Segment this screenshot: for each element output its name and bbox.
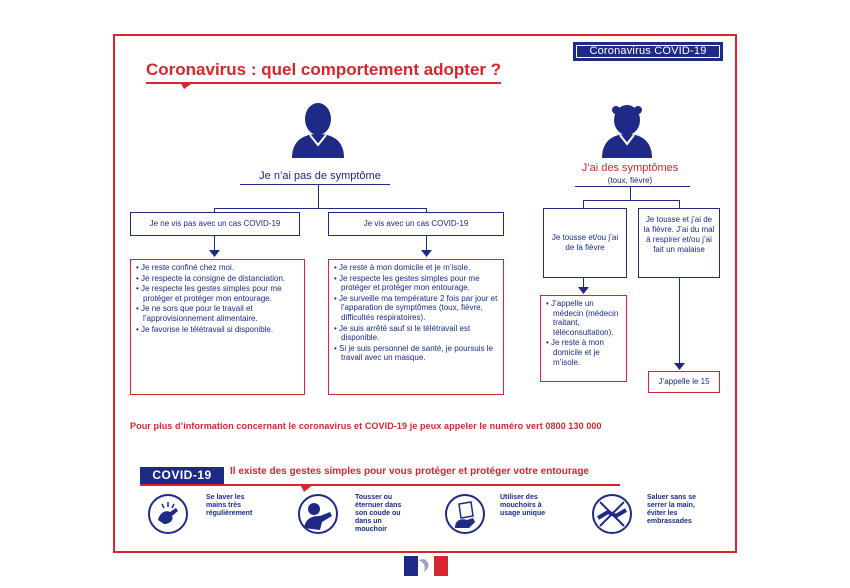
hotline-info: Pour plus d’information concernant le coronavirus et COVID-19 je peux appeler le numéro vert 0800 130 000 <box>130 421 602 431</box>
advice-box-cough-fever <box>540 295 627 382</box>
covid-tag: Coronavirus COVID-19 <box>573 42 723 61</box>
connector <box>240 184 390 185</box>
geste-text: Saluer sans se serrer la main, éviter les embrassades <box>647 494 697 526</box>
arrow-down-icon <box>421 250 432 258</box>
no-handshake-icon <box>592 494 632 534</box>
gestes-underline <box>140 484 620 486</box>
gestes-title: Il existe des gestes simples pour vous protéger et protéger votre entourage <box>230 466 589 477</box>
hand-washing-icon <box>148 494 188 534</box>
arrow-down-icon <box>674 363 685 371</box>
connector <box>679 278 680 366</box>
geste-text: Tousser ou éternuer dans son coude ou dans un mouchoir <box>355 494 402 534</box>
advice-item: • Je suis arrêté sauf si le télétravail est disponible. <box>334 324 498 343</box>
advice-box-no-cohabitant <box>130 259 305 395</box>
advice-item: • Je respecte les gestes simples pour me protéger et protéger mon entourage. <box>334 274 498 293</box>
branch-no-cohabitant: Je ne vis pas avec un cas COVID-19 <box>130 212 300 236</box>
speech-tail-icon <box>300 484 316 493</box>
advice-item: • Je surveille ma température 2 fois par jour et l’apparation de symptômes (toux, fièvre, difficultés respiratoires). <box>334 294 498 323</box>
no-symptom-heading: Je n’ai pas de symptôme <box>259 170 381 182</box>
advice-item: • Je reste à mon domicile et je m’isole. <box>334 263 498 273</box>
symptoms-heading: J’ai des symptômes <box>581 162 679 174</box>
advice-item: • Je favorise le télétravail si disponible. <box>136 325 299 335</box>
advice-item: • Je reste confiné chez moi. <box>136 263 299 273</box>
page-title: Coronavirus : quel comportement adopter ? <box>146 60 502 79</box>
geste-text: Se laver les mains très régulièrement <box>206 494 253 518</box>
branch-severe-symptoms: Je tousse et j’ai de la fièvre. J’ai du mal à respirer et/ou j’ai fait un malaise <box>638 208 720 278</box>
connector <box>583 200 680 201</box>
speech-tail-icon <box>180 80 200 90</box>
advice-item: • J’appelle un médecin (médecin traitant, téléconsultation). <box>546 299 621 337</box>
branch-with-cohabitant: Je vis avec un cas COVID-19 <box>328 212 504 236</box>
connector <box>575 186 690 187</box>
connector <box>583 200 584 208</box>
call-15-box: J’appelle le 15 <box>648 371 720 393</box>
person-symptoms-icon <box>598 100 656 158</box>
sneeze-elbow-icon <box>298 494 338 534</box>
advice-item: • Je ne sors que pour le travail et l’approvisionnement alimentaire. <box>136 304 299 323</box>
advice-item: • Je respecte les gestes simples pour me protéger et protéger mon entourage. <box>136 284 299 303</box>
connector <box>318 185 319 208</box>
advice-item: • Je reste à mon domicile et je m’isole. <box>546 338 621 367</box>
arrow-down-icon <box>209 250 220 258</box>
advice-item: • Je respecte la consigne de distanciation. <box>136 274 299 284</box>
connector <box>679 200 680 208</box>
symptoms-subheading: (toux, fièvre) <box>607 176 653 185</box>
geste-text: Utiliser des mouchoirs à usage unique <box>500 494 546 518</box>
branch-cough-fever: Je tousse et/ou j’ai de la fièvre <box>543 208 627 278</box>
person-no-symptom-icon <box>290 100 346 158</box>
republique-logo-icon <box>404 556 448 576</box>
advice-box-with-cohabitant <box>328 259 504 395</box>
covid-label: COVID-19 <box>140 467 224 484</box>
tissue-icon <box>445 494 485 534</box>
connector <box>630 187 631 200</box>
connector <box>214 208 427 209</box>
arrow-down-icon <box>578 287 589 295</box>
advice-item: • Si je suis personnel de santé, je poursuis le travail avec un masque. <box>334 344 498 363</box>
